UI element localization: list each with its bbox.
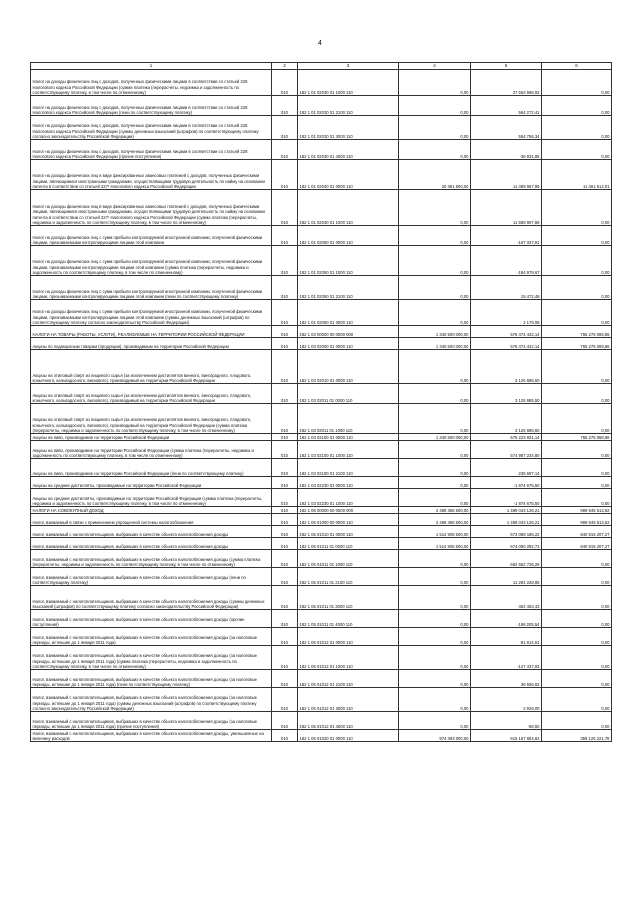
row-fact-cell: 576 474 442,14 [471, 326, 542, 338]
row-code-cell: 010 [272, 70, 298, 96]
row-fact-cell: -127 437,83 [471, 646, 542, 670]
row-plan-cell: 0,00 [399, 404, 471, 434]
row-plan-cell: 0,00 [399, 70, 471, 96]
table-row [31, 404, 612, 434]
row-fact-cell: 3 125 685,50 [471, 384, 542, 404]
row-fact-cell: 674 090 292,73 [471, 538, 542, 550]
row-fact-cell: 27 553 666,92 [471, 70, 542, 96]
row-name-cell: Налог на доходы физических лиц с доходов, полученных физическими лицами в соответствии со статьей 228 Налогового кодекса Российской Федерации (суммы денежных взысканий (штрафов) по соответствующему платежу согласно законодательству Российской Федерации) [31, 116, 272, 140]
row-plan-cell: 0,00 [399, 477, 471, 489]
row-fact-cell: -167 327,91 [471, 226, 542, 246]
row-plan-cell: 0,00 [399, 140, 471, 160]
row-code-cell: 010 [272, 586, 298, 610]
row-fact-cell: 11 499 967,99 [471, 160, 542, 190]
row-fact-cell: 3 125 685,50 [471, 404, 542, 434]
column-header: 4 [399, 63, 471, 70]
row-plan-cell: 0,00 [399, 586, 471, 610]
row-prev-cell: 0,00 [542, 384, 612, 404]
table-row [31, 628, 612, 646]
table-row [31, 477, 612, 489]
row-kbk-cell: 182 1 05 01000 00 0000 110 [298, 514, 399, 526]
row-fact-cell: 575 223 931,14 [471, 434, 542, 441]
row-plan-cell: 0,00 [399, 350, 471, 384]
table-row [31, 140, 612, 160]
row-fact-cell: 615 167 664,62 [471, 730, 542, 742]
row-prev-cell: 765 276 069,86 [542, 326, 612, 338]
column-header-row [31, 63, 612, 70]
table-row [31, 586, 612, 610]
row-plan-cell: 974 393 000,00 [399, 730, 471, 742]
row-kbk-cell: 182 1 01 02030 01 2100 110 [298, 96, 399, 116]
row-kbk-cell: 182 1 03 02100 01 1000 110 [298, 441, 399, 459]
row-kbk-cell: 182 1 01 02030 01 4000 110 [298, 140, 399, 160]
column-header: 3 [298, 63, 399, 70]
row-plan-cell: 0,00 [399, 568, 471, 586]
column-header: 1 [31, 63, 272, 70]
row-fact-cell: 3 125 685,50 [471, 350, 542, 384]
row-name-cell: НАЛОГИ НА СОВОКУПНЫЙ ДОХОД [31, 507, 272, 514]
row-code-cell: 010 [272, 226, 298, 246]
row-name-cell: Акцизы на этиловый спирт из пищевого сырья (за исключением дистиллятов винного, виноградного, плодового, коньячного, кальвадосного, вискового), производимый на территории Российской Федерации [31, 350, 272, 384]
row-name-cell: Налог на доходы физических лиц с сумм прибыли контролируемой иностранной компании, полученной физическими лицами, признаваемыми контролирующими лицами этой компании (пени по соответствующему платежу) [31, 276, 272, 300]
row-kbk-cell: 182 1 05 01011 01 0000 110 [298, 538, 399, 550]
row-code-cell: 010 [272, 730, 298, 742]
row-prev-cell: 999 845 513,62 [542, 507, 612, 514]
row-fact-cell: 554 756,34 [471, 116, 542, 140]
row-fact-cell: -36 931,85 [471, 140, 542, 160]
row-code-cell: 010 [272, 441, 298, 459]
row-name-cell: Налог, взимаемый с налогоплательщиков, выбравших в качестве объекта налогообложения доходы (за налоговые периоды, истекшие до 1 января 2011 года) (пени по соответствующему платежу) [31, 670, 272, 688]
table-row [31, 688, 612, 712]
row-fact-cell: 11 284 228,85 [471, 568, 542, 586]
row-prev-cell: 765 276 069,86 [542, 338, 612, 350]
table-row [31, 610, 612, 628]
row-fact-cell: -58,50 [471, 712, 542, 730]
row-name-cell: Налог на доходы физических лиц в виде фиксированных авансовых платежей с доходов, полученных физическими лицами, являющимися иностранными гражданами, осуществляющими трудовую деятельность по найму на основании патента в соответствии со статьей 227¹ Налогового кодекса Российской Федерации (сумма платежа (перерасчеты, недоимка и задолженность по соответствующему платежу, в том числе по отмененному) [31, 190, 272, 226]
row-kbk-cell: 182 1 05 01012 01 4000 110 [298, 712, 399, 730]
table-row [31, 300, 612, 326]
row-name-cell: Налог, взимаемый с налогоплательщиков, выбравших в качестве объекта налогообложения доходы (за налоговые периоды, истекшие до 1 января 2011 года) (суммы денежных взысканий (штрафов) по соответствующему платежу согласно законодательству Российской Федерации) [31, 688, 272, 712]
column-header: 6 [542, 63, 612, 70]
row-code-cell: 010 [272, 712, 298, 730]
row-fact-cell: 2 925,00 [471, 688, 542, 712]
row-prev-cell: 840 815 207,27 [542, 526, 612, 538]
row-kbk-cell: 182 1 01 02050 01 0000 110 [298, 226, 399, 246]
row-code-cell: 010 [272, 568, 298, 586]
row-name-cell: Налог, взимаемый с налогоплательщиков, выбравших в качестве объекта налогообложения доходы (за налоговые периоды, истекшие до 1 января 2011 года) (сумма платежа (перерасчеты, недоимка и задолженность по соответствующему платежу, в том числе по отмененному) [31, 646, 272, 670]
row-kbk-cell: 182 1 05 01011 01 3000 110 [298, 586, 399, 610]
row-kbk-cell: 182 1 05 01020 01 0000 110 [298, 730, 399, 742]
row-kbk-cell: 182 1 05 01012 01 2100 110 [298, 670, 399, 688]
row-plan-cell: 0,00 [399, 489, 471, 507]
row-kbk-cell: 182 1 01 02030 01 3000 110 [298, 116, 399, 140]
row-fact-cell: -1 874 675,50 [471, 489, 542, 507]
table-row [31, 670, 612, 688]
table-row [31, 70, 612, 96]
row-kbk-cell: 182 1 05 01011 01 4000 110 [298, 610, 399, 628]
row-fact-cell: 452 453,43 [471, 586, 542, 610]
table-row [31, 514, 612, 526]
row-kbk-cell: 182 1 05 01010 01 0000 110 [298, 526, 399, 538]
row-plan-cell: 0,00 [399, 300, 471, 326]
row-name-cell: Налог, взимаемый с налогоплательщиков, выбравших в качестве объекта налогообложения доходы, уменьшенные на величину расходов [31, 730, 272, 742]
row-prev-cell: 359 125 221,78 [542, 730, 612, 742]
row-kbk-cell: 182 1 03 02010 01 0000 110 [298, 350, 399, 384]
row-code-cell: 010 [272, 338, 298, 350]
table-row [31, 276, 612, 300]
table-row [31, 338, 612, 350]
row-fact-cell: 1 489 043 126,21 [471, 507, 542, 514]
row-plan-cell: 0,00 [399, 610, 471, 628]
row-code-cell: 010 [272, 434, 298, 441]
row-kbk-cell: 182 1 01 02040 01 1000 110 [298, 190, 399, 226]
row-code-cell: 010 [272, 670, 298, 688]
table-row [31, 190, 612, 226]
row-kbk-cell: 182 1 05 01012 01 0000 110 [298, 628, 399, 646]
table-row [31, 384, 612, 404]
row-code-cell: 010 [272, 276, 298, 300]
row-plan-cell: 1 340 500 000,00 [399, 338, 471, 350]
row-prev-cell: 0,00 [542, 190, 612, 226]
row-kbk-cell: 182 1 05 01011 01 1000 110 [298, 550, 399, 568]
row-name-cell: Акцизы на средние дистилляты, производимые на территории Российской Федерации [31, 477, 272, 489]
row-name-cell: Налог, взимаемый с налогоплательщиков, выбравших в качестве объекта налогообложения доходы (сумма платежа (перерасчеты, недоимка и задолженность по соответствующему платежу, в том числе по отмененному) [31, 550, 272, 568]
row-prev-cell: 999 845 513,62 [542, 514, 612, 526]
row-prev-cell: 0,00 [542, 568, 612, 586]
row-plan-cell: 0,00 [399, 459, 471, 477]
row-prev-cell: 0,00 [542, 550, 612, 568]
row-name-cell: Налог на доходы физических лиц с сумм прибыли контролируемой иностранной компании, полученной физическими лицами, признаваемыми контролирующими лицами этой компании (сумма платежа (перерасчеты, недоимка и задолженность по соответствующему платежу, в том числе по отмененному) [31, 246, 272, 276]
row-plan-cell: 0,00 [399, 550, 471, 568]
row-plan-cell: 20 381 500,00 [399, 160, 471, 190]
row-code-cell: 010 [272, 507, 298, 514]
row-name-cell: Налог, взимаемый с налогоплательщиков, выбравших в качестве объекта налогообложения доходы (прочие поступления) [31, 610, 272, 628]
row-fact-cell: 564 272,41 [471, 96, 542, 116]
table-row [31, 507, 612, 514]
row-code-cell: 010 [272, 526, 298, 538]
row-plan-cell: 0,00 [399, 688, 471, 712]
row-kbk-cell: 182 1 03 02100 01 0000 110 [298, 434, 399, 441]
row-fact-cell: -199 205,54 [471, 610, 542, 628]
row-prev-cell: 0,00 [542, 276, 612, 300]
row-name-cell: Налог, взимаемый с налогоплательщиков, выбравших в качестве объекта налогообложения доходы (пени по соответствующему платежу) [31, 568, 272, 586]
table-row [31, 434, 612, 441]
row-name-cell: НАЛОГИ НА ТОВАРЫ (РАБОТЫ, УСЛУГИ), РЕАЛИЗУЕМЫЕ НА ТЕРРИТОРИИ РОССИЙСКОЙ ФЕДЕРАЦИИ [31, 326, 272, 338]
row-code-cell: 010 [272, 350, 298, 384]
row-plan-cell: 1 340 500 000,00 [399, 326, 471, 338]
row-code-cell: 010 [272, 246, 298, 276]
row-prev-cell: 0,00 [542, 441, 612, 459]
row-code-cell: 010 [272, 477, 298, 489]
row-fact-cell: 236 697,14 [471, 459, 542, 477]
row-kbk-cell: 182 1 03 02000 01 0000 110 [298, 338, 399, 350]
table-row [31, 441, 612, 459]
row-code-cell: 010 [272, 96, 298, 116]
row-code-cell: 010 [272, 688, 298, 712]
row-prev-cell: 0,00 [542, 226, 612, 246]
row-prev-cell: 0,00 [542, 586, 612, 610]
table-row [31, 550, 612, 568]
row-kbk-cell: 182 1 01 02030 01 1000 110 [298, 70, 399, 96]
row-fact-cell: -1 874 675,50 [471, 477, 542, 489]
row-plan-cell: 0,00 [399, 384, 471, 404]
row-name-cell: Акцизы на этиловый спирт из пищевого сырья (за исключением дистиллятов винного, виноградного, плодового, коньячного, кальвадосного, вискового), производимый на территории Российской Федерации [31, 384, 272, 404]
row-plan-cell: 0,00 [399, 246, 471, 276]
row-kbk-cell: 182 1 05 01011 01 2100 110 [298, 568, 399, 586]
row-name-cell: Акцизы по подакцизным товарам (продукции), производимым на территории Российской Федерации [31, 338, 272, 350]
row-code-cell: 010 [272, 404, 298, 434]
row-plan-cell: 1 340 500 000,00 [399, 434, 471, 441]
row-fact-cell: 673 089 186,22 [471, 526, 542, 538]
row-kbk-cell: 182 1 03 02100 01 2100 110 [298, 459, 399, 477]
row-kbk-cell: 182 1 01 02040 01 0000 110 [298, 160, 399, 190]
table-row [31, 526, 612, 538]
row-name-cell: Налог, взимаемый с налогоплательщиков, выбравших в качестве объекта налогообложения доходы [31, 538, 272, 550]
table-row [31, 568, 612, 586]
row-code-cell: 010 [272, 610, 298, 628]
row-plan-cell: 2 489 356 500,00 [399, 507, 471, 514]
row-prev-cell: 0,00 [542, 610, 612, 628]
row-name-cell: Акцизы на пиво, производимое на территории Российской Федерации (сумма платежа (перерасчеты, недоимка и задолженность по соответствующему платежу, в том числе по отмененному) [31, 441, 272, 459]
row-plan-cell: 0,00 [399, 116, 471, 140]
row-name-cell: Налог, взимаемый с налогоплательщиков, выбравших в качестве объекта налогообложения доходы [31, 526, 272, 538]
row-prev-cell: 840 815 207,27 [542, 538, 612, 550]
row-prev-cell: 0,00 [542, 688, 612, 712]
table-row [31, 489, 612, 507]
row-prev-cell: 0,00 [542, 350, 612, 384]
column-header: 5 [471, 63, 542, 70]
row-prev-cell: 0,00 [542, 96, 612, 116]
row-fact-cell: 15 472,48 [471, 276, 542, 300]
row-prev-cell: 0,00 [542, 712, 612, 730]
table-row [31, 350, 612, 384]
row-plan-cell: 0,00 [399, 190, 471, 226]
row-fact-cell: -184 979,67 [471, 246, 542, 276]
row-code-cell: 010 [272, 190, 298, 226]
row-plan-cell: 0,00 [399, 441, 471, 459]
row-name-cell: Налог на доходы физических лиц с сумм прибыли контролируемой иностранной компании, полученной физическими лицами, признаваемыми контролирующими лицами этой компании [31, 226, 272, 246]
table-row [31, 730, 612, 742]
row-fact-cell: 2 179,08 [471, 300, 542, 326]
row-fact-cell: 576 474 442,14 [471, 338, 542, 350]
row-name-cell: Акцизы на пиво, производимое на территории Российской Федерации [31, 434, 272, 441]
row-code-cell: 010 [272, 550, 298, 568]
table-row [31, 646, 612, 670]
table-row [31, 116, 612, 140]
row-kbk-cell: 182 1 03 02011 01 1000 110 [298, 404, 399, 434]
table-row [31, 226, 612, 246]
row-code-cell: 010 [272, 628, 298, 646]
row-name-cell: Налог, взимаемый с налогоплательщиков, выбравших в качестве объекта налогообложения доходы (за налоговые периоды, истекшие до 1 января 2011 года) [31, 628, 272, 646]
table-row [31, 326, 612, 338]
row-name-cell: Акцизы на средние дистилляты, производимые на территории Российской Федерации (сумма платежа (перерасчеты, недоимка и задолженность по соответствующему платежу, в том числе по отмененному) [31, 489, 272, 507]
row-kbk-cell: 182 1 03 00000 00 0000 000 [298, 326, 399, 338]
row-name-cell: Налог на доходы физических лиц с доходов, полученных физическими лицами в соответствии со статьей 228 Налогового кодекса Российской Федерации (пени по соответствующему платежу) [31, 96, 272, 116]
row-plan-cell: 0,00 [399, 276, 471, 300]
table-row [31, 96, 612, 116]
row-plan-cell: 0,00 [399, 96, 471, 116]
row-name-cell: Налог, взимаемый с налогоплательщиков, выбравших в качестве объекта налогообложения доходы (суммы денежных взысканий (штрафов) по соответствующему платежу согласно законодательству Российской Федерации) [31, 586, 272, 610]
row-name-cell: Налог, взимаемый с налогоплательщиков, выбравших в качестве объекта налогообложения доходы (за налоговые периоды, истекшие до 1 января 2011 года) (прочие поступления) [31, 712, 272, 730]
row-prev-cell: 0,00 [542, 477, 612, 489]
table-row [31, 712, 612, 730]
row-prev-cell: 0,00 [542, 116, 612, 140]
row-kbk-cell: 182 1 05 01012 01 1000 110 [298, 646, 399, 670]
table-row [31, 538, 612, 550]
row-name-cell: Налог на доходы физических лиц с доходов, полученных физическими лицами в соответствии со статьей 228 Налогового кодекса Российской Федерации (прочие поступления) [31, 140, 272, 160]
row-kbk-cell: 182 1 05 00000 00 0000 000 [298, 507, 399, 514]
budget-revenue-table [30, 62, 612, 742]
row-code-cell: 010 [272, 300, 298, 326]
row-prev-cell: 0,00 [542, 628, 612, 646]
row-code-cell: 010 [272, 140, 298, 160]
row-plan-cell: 0,00 [399, 646, 471, 670]
row-code-cell: 010 [272, 538, 298, 550]
table-row [31, 246, 612, 276]
column-header: 2 [272, 63, 298, 70]
row-kbk-cell: 182 1 03 02230 01 0000 110 [298, 477, 399, 489]
table-row [31, 459, 612, 477]
row-prev-cell: 0,00 [542, 140, 612, 160]
row-kbk-cell: 182 1 01 02050 01 3000 110 [298, 300, 399, 326]
row-plan-cell: 0,00 [399, 670, 471, 688]
row-prev-cell: 11 461 512,01 [542, 160, 612, 190]
row-fact-cell: 1 489 043 126,21 [471, 514, 542, 526]
row-fact-cell: 11 589 907,69 [471, 190, 542, 226]
row-fact-cell: 574 987 234,80 [471, 441, 542, 459]
row-name-cell: Акцизы на пиво, производимое на территории Российской Федерации (пени по соответствующему платежу) [31, 459, 272, 477]
row-code-cell: 010 [272, 326, 298, 338]
row-name-cell: Налог, взимаемый в связи с применением упрощенной системы налогообложения [31, 514, 272, 526]
row-plan-cell: 1 514 905 500,00 [399, 526, 471, 538]
row-prev-cell: 0,00 [542, 300, 612, 326]
page-number: 4 [318, 40, 322, 47]
row-prev-cell: 0,00 [542, 404, 612, 434]
row-fact-cell: 662 552 726,29 [471, 550, 542, 568]
row-code-cell: 010 [272, 514, 298, 526]
row-name-cell: Налог на доходы физических лиц с доходов, полученных физическими лицами в соответствии со статьей 228 Налогового кодекса Российской Федерации (сумма платежа (перерасчеты, недоимка и задолженность по соответствующему платежу, в том числе по отмененному) [31, 70, 272, 96]
row-plan-cell: 0,00 [399, 226, 471, 246]
row-prev-cell: 0,00 [542, 459, 612, 477]
row-kbk-cell: 182 1 01 02050 01 1000 110 [298, 246, 399, 276]
row-name-cell: Акцизы на этиловый спирт из пищевого сырья (за исключением дистиллятов винного, виноградного, плодового, коньячного, кальвадосного, вискового), производимый на территории Российской Федерации (сумма платежа (перерасчеты, недоимка и задолженность по соответствующему платежу, в том числе по отмененному) [31, 404, 272, 434]
row-plan-cell: 0,00 [399, 628, 471, 646]
row-plan-cell: 2 489 356 500,00 [399, 514, 471, 526]
row-kbk-cell: 182 1 05 01012 01 3000 110 [298, 688, 399, 712]
row-kbk-cell: 182 1 03 02011 01 0000 110 [298, 384, 399, 404]
row-name-cell: Налог на доходы физических лиц в виде фиксированных авансовых платежей с доходов, полученных физическими лицами, являющимися иностранными гражданами, осуществляющими трудовую деятельность по найму на основании патента в соответствии со статьей 227¹ Налогового кодекса Российской Федерации [31, 160, 272, 190]
row-prev-cell: 0,00 [542, 670, 612, 688]
row-prev-cell: 0,00 [542, 70, 612, 96]
row-code-cell: 010 [272, 384, 298, 404]
row-prev-cell: 765 276 068,86 [542, 434, 612, 441]
row-fact-cell: 36 556,82 [471, 670, 542, 688]
table-row [31, 160, 612, 190]
row-name-cell: Налог на доходы физических лиц с сумм прибыли контролируемой иностранной компании, полученной физическими лицами, признаваемыми контролирующими лицами этой компании (суммы денежных взысканий (штрафов) по соответствующему платежу согласно законодательству Российской Федерации) [31, 300, 272, 326]
row-kbk-cell: 182 1 01 02050 01 2100 110 [298, 276, 399, 300]
row-kbk-cell: 182 1 03 02230 01 1000 110 [298, 489, 399, 507]
row-code-cell: 010 [272, 646, 298, 670]
row-prev-cell: 0,00 [542, 246, 612, 276]
row-code-cell: 010 [272, 160, 298, 190]
row-plan-cell: 0,00 [399, 712, 471, 730]
row-prev-cell: 0,00 [542, 646, 612, 670]
row-code-cell: 010 [272, 489, 298, 507]
row-plan-cell: 1 514 905 500,00 [399, 538, 471, 550]
row-fact-cell: -91 814,51 [471, 628, 542, 646]
row-prev-cell: 0,00 [542, 489, 612, 507]
row-code-cell: 010 [272, 116, 298, 140]
row-code-cell: 010 [272, 459, 298, 477]
